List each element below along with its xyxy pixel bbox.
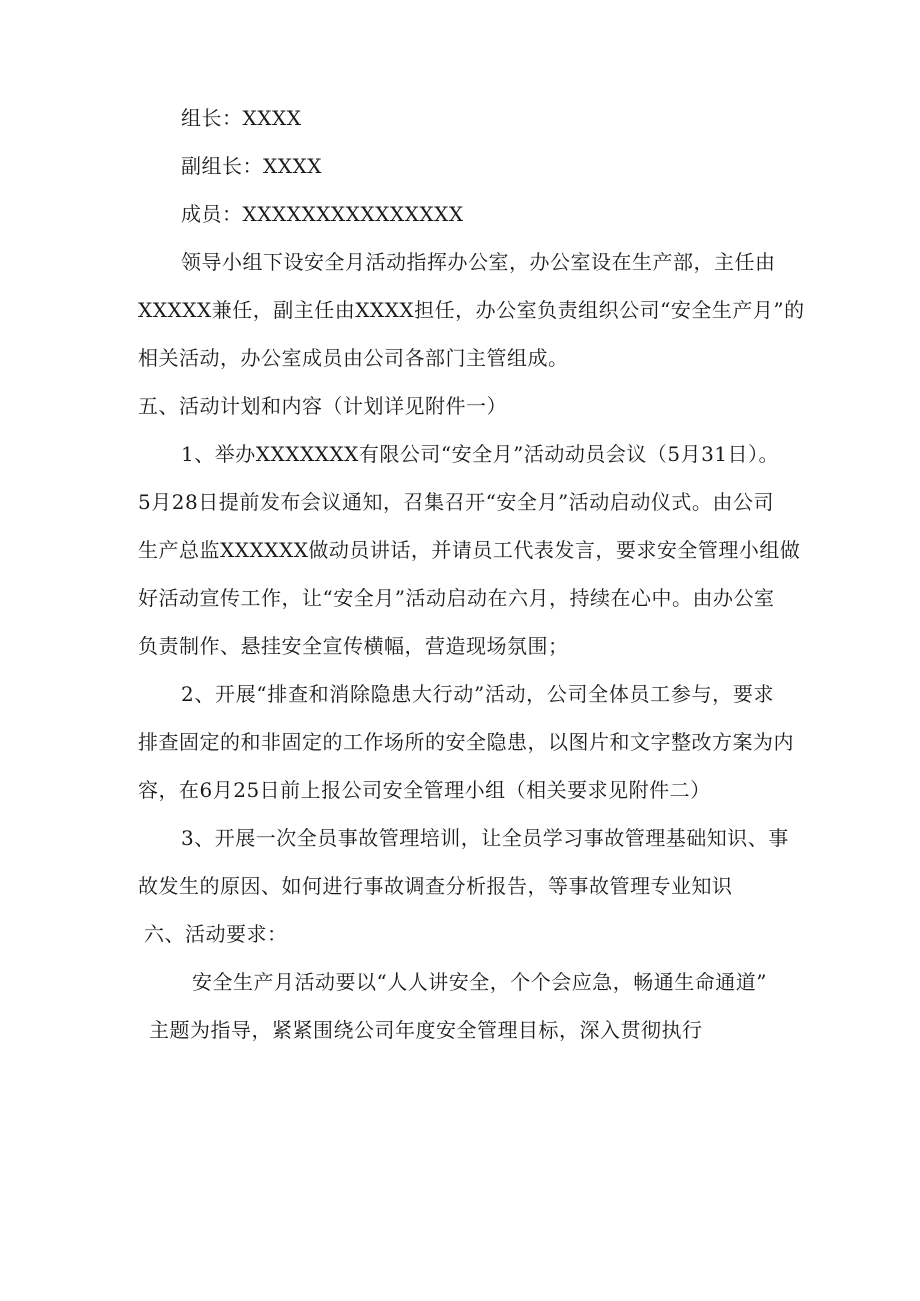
item-1-line-1: 1、举办XXXXXXX有限公司“安全月”活动动员会议（5月31日）。 bbox=[181, 442, 780, 466]
item-1-line-4: 好活动宣传工作，让“安全月”活动启动在六月，持续在心中。由办公室 bbox=[138, 586, 775, 610]
item-2-line-1: 2、开展“排查和消除隐患大行动”活动，公司全体员工参与，要求 bbox=[181, 682, 774, 706]
section-6-paragraph-line-1: 安全生产月活动要以“人人讲安全，个个会应急，畅通生命通道” bbox=[192, 970, 767, 994]
section-6-paragraph-line-2: 主题为指导，紧紧围绕公司年度安全管理目标，深入贯彻执行 bbox=[149, 1018, 703, 1042]
section-6-heading: 六、活动要求： bbox=[144, 922, 288, 946]
item-1-line-5: 负责制作、悬挂安全宣传横幅，营造现场氛围； bbox=[138, 634, 569, 658]
members-line: 成员：XXXXXXXXXXXXXXX bbox=[181, 202, 464, 226]
item-3-line-1: 3、开展一次全员事故管理培训，让全员学习事故管理基础知识、事 bbox=[181, 826, 789, 850]
section-5-heading: 五、活动计划和内容（计划详见附件一） bbox=[138, 394, 507, 418]
deputy-leader-line: 副组长：XXXX bbox=[181, 154, 322, 178]
item-1-line-2: 5月28日提前发布会议通知，召集召开“安全月”活动启动仪式。由公司 bbox=[138, 490, 774, 514]
item-1-line-3: 生产总监XXXXXX做动员讲话，并请员工代表发言，要求安全管理小组做 bbox=[138, 538, 801, 562]
leader-line: 组长：XXXX bbox=[181, 106, 302, 130]
item-3-line-2: 故发生的原因、如何进行事故调查分析报告，等事故管理专业知识 bbox=[138, 874, 733, 898]
office-paragraph-line-1: 领导小组下设安全月活动指挥办公室，办公室设在生产部，主任由 bbox=[181, 250, 776, 274]
item-2-line-2: 排查固定的和非固定的工作场所的安全隐患，以图片和文字整改方案为内 bbox=[138, 730, 794, 754]
office-paragraph-line-3: 相关活动，办公室成员由公司各部门主管组成。 bbox=[138, 346, 569, 370]
office-paragraph-line-2: XXXXX兼任，副主任由XXXX担任，办公室负责组织公司“安全生产月”的 bbox=[138, 298, 805, 322]
item-2-line-3: 容，在6月25日前上报公司安全管理小组（相关要求见附件二） bbox=[138, 778, 711, 802]
